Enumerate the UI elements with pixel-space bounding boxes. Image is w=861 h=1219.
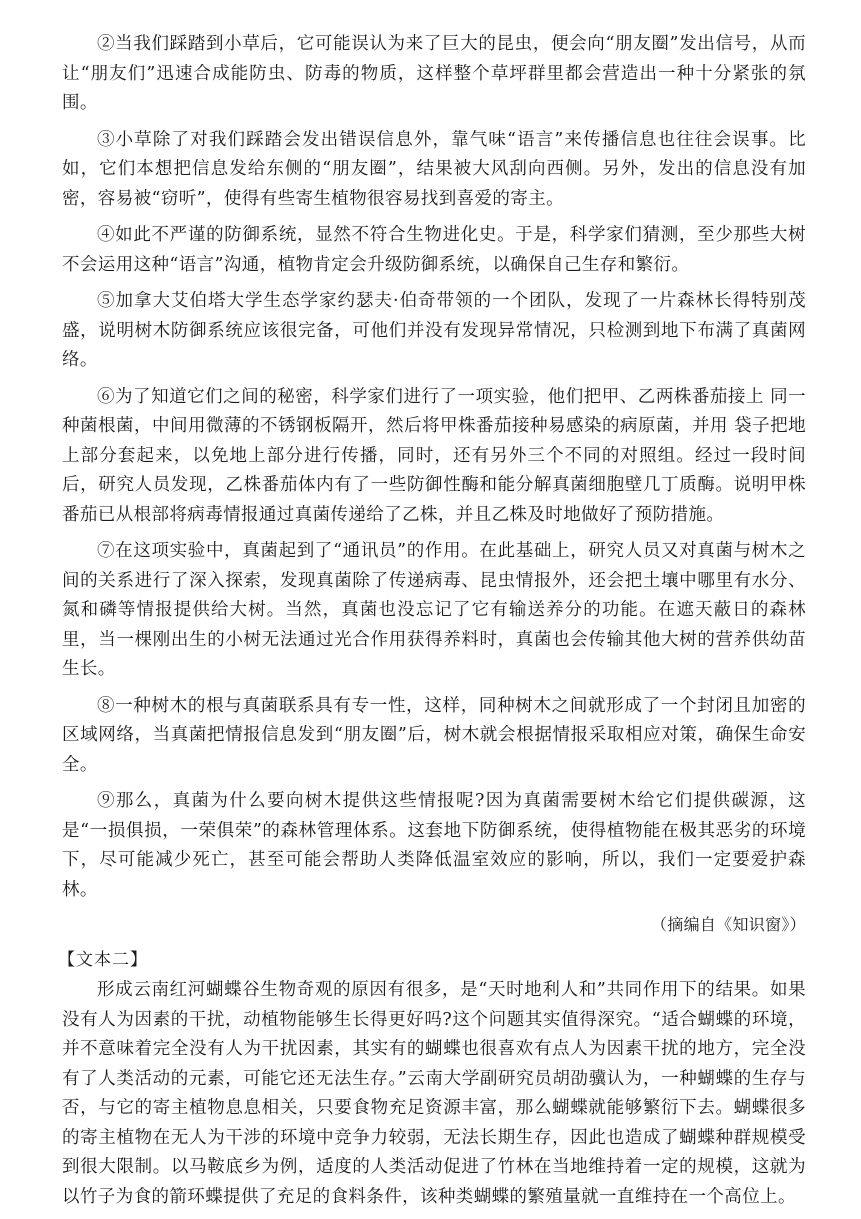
text-one — [62, 30, 806, 938]
paragraph-2: ②当我们踩踏到小草后，它可能误认为来了巨大的昆虫，便会向“朋友圈”发出信号，从而让“朋友们”迅速合成能防虫、防毒的物质，这样整个草坪群里都会营造出一种十分紧张的氛围。 — [62, 34, 806, 113]
text-two-paragraph: 形成云南红河蝴蝶谷生物奇观的原因有很多，是“天时地利人和”共同作用下的结果。如果没有人为因素的干扰，动植物能够生长得更好吗?这个问题其实值得深究。“适合蝴蝶的环境，并不意味着完全没有人为干扰因素，其实有的蝴蝶也很喜欢有点人为因素干扰的地方，完全没有了人类活动的元素，可能它还无法生存。”云南大学副研究员胡劭骥认为，一种蝴蝶的生存与否，与它的寄主植物息息相关，只要食物充足资源丰富，那么蝴蝶就能够繁衍下去。蝴蝶很多的寄主植物在无人为干涉的环境中竞争力较弱，无法长期生存，因此也造成了蝴蝶种群规模受到很大限制。以马鞍底乡为例，适度的人类活动促进了竹林在当地维持着一定的规模，这就为以竹子为食的箭环蝶提供了充足的食料条件，该种类蝴蝶的繁殖量就一直维持在一个高位上。 — [62, 980, 806, 1207]
paragraph-6: ⑥为了知道它们之间的秘密，科学家们进行了一项实验，他们把甲、乙两株番茄接上 同一种菌根菌，中间用微薄的不锈钢板隔开，然后将甲株番茄接种易感染的病原菌，并用 袋子把地上部分套起来，以免地上部分进行传播，同时，还有另外三个不同的对照组。经过一段时间后，研究人员发现，乙株番茄体内有了一些防御性酶和能分解真菌细胞壁几丁质酶。说明甲株番茄已从根部将病毒情报通过真菌传递给了乙株，并且乙株及时地做好了预防措施。 — [62, 386, 806, 525]
document-page — [58, 30, 806, 1219]
paragraph-4: ④如此不严谨的防御系统，显然不符合生物进化史。于是，科学家们猜测，至少那些大树不会运用这种“语言”沟通，植物肯定会升级防御系统，以确保自己生存和繁衍。 — [62, 225, 806, 275]
source-citation: （摘编自《知识窗》） — [650, 915, 806, 934]
paragraph-5: ⑤加拿大艾伯塔大学生态学家约瑟夫·伯奇带领的一个团队，发现了一片森林长得特别茂盛，说明树木防御系统应该很完备，可他们并没有发现异常情况，只检测到地下布满了真菌网络。 — [62, 291, 806, 370]
paragraph-8: ⑧一种树木的根与真菌联系具有专一性，这样，同种树木之间就形成了一个封闭且加密的区域网络，当真菌把情报信息发到“朋友圈”后，树木就会根据情报采取相应对策，确保生命安全。 — [62, 695, 806, 775]
paragraph-9: ⑨那么，真菌为什么要向树木提供这些情报呢?因为真菌需要树木给它们提供碳源，这是“一损俱损，一荣俱荣”的森林管理体系。这套地下防御系统，使得植物能在极其恶劣的环境下，尽可能减少死亡，甚至可能会帮助人类降低温室效应的影响，所以，我们一定要爱护森林。 — [62, 791, 806, 900]
paragraph-3: ③小草除了对我们踩踏会发出错误信息外，靠气味“语言”来传播信息也往往会误事。比如，它们本想把信息发给东侧的“朋友圈”，结果被大风刮向西侧。另外，发出的信息没有加密，容易被“窃听”，使得有些寄生植物很容易找到喜爱的寄主。 — [62, 129, 806, 209]
paragraph-7: ⑦在这项实验中，真菌起到了“通讯员”的作用。在此基础上，研究人员又对真菌与树木之间的关系进行了深入探索，发现真菌除了传递病毒、昆虫情报外，还会把土壤中哪里有水分、氮和磷等情报提供给大树。当然，真菌也没忘记了它有输送养分的功能。在遮天蔽日的森林里，当一棵刚出生的小树无法通过光合作用获得养料时，真菌也会传输其他大树的营养供幼苗生长。 — [62, 541, 806, 679]
text-two — [58, 946, 806, 1212]
section-label-text-two: 【文本二】 — [58, 950, 148, 970]
